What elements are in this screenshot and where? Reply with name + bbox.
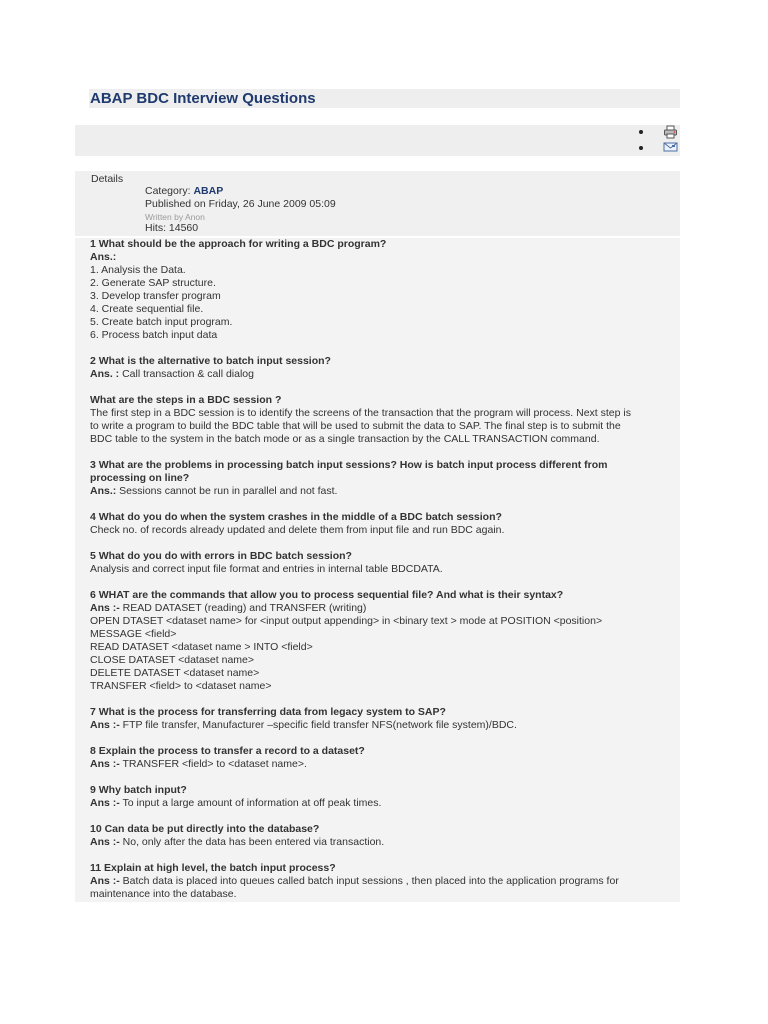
- details-label: Details: [91, 173, 124, 185]
- question: 3 What are the problems in processing batch input sessions? How is batch input process different from: [90, 459, 608, 471]
- answer-line: BDC table to the system in the batch mode or as a single transaction by the CALL TRANSACTION command.: [90, 433, 600, 445]
- answer-text: Batch data is placed into queues called batch input sessions , then placed into the application programs for: [119, 875, 619, 887]
- answer-line: DELETE DATASET <dataset name>: [90, 667, 260, 679]
- answer-text: Sessions cannot be run in parallel and not fast.: [116, 485, 338, 497]
- list-item: 5. Create batch input program.: [90, 316, 233, 328]
- answer-label: Ans.:: [90, 485, 117, 497]
- answer-line: READ DATASET <dataset name > INTO <field>: [90, 641, 313, 653]
- answer-line: maintenance into the database.: [90, 888, 237, 900]
- hits-count: Hits: 14560: [145, 222, 199, 234]
- question: 6 WHAT are the commands that allow you to process sequential file? And what is their syntax?: [90, 589, 564, 601]
- answer-text: Call transaction & call dialog: [119, 368, 254, 380]
- answer-line: OPEN DTASET <dataset name> for <input output appending> in <binary text > mode at POSITION <position>: [90, 615, 603, 627]
- answer-line: Analysis and correct input file format and entries in internal table BDCDATA.: [90, 563, 443, 575]
- email-icon[interactable]: [663, 141, 678, 153]
- question: 7 What is the process for transferring data from legacy system to SAP?: [90, 706, 446, 718]
- answer: [90, 485, 676, 498]
- bullet-icon: [639, 130, 643, 134]
- bullet-icon: [639, 146, 643, 150]
- answer: [90, 602, 676, 615]
- answer-line: CLOSE DATASET <dataset name>: [90, 654, 254, 666]
- qa-item-11: [90, 862, 676, 901]
- answer-text: TRANSFER <field> to <dataset name>.: [119, 758, 307, 770]
- answer-text: No, only after the data has been entered via transaction.: [119, 836, 385, 848]
- answer-line: The first step in a BDC session is to identify the screens of the transaction that the program will process. Next step is: [90, 407, 631, 419]
- question: processing on line?: [90, 472, 190, 484]
- question: 1 What should be the approach for writing a BDC program?: [90, 238, 387, 250]
- answer-text: FTP file transfer, Manufacturer –specific field transfer NFS(network file system)/BDC.: [119, 719, 517, 731]
- answer-text: READ DATASET (reading) and TRANSFER (writing): [119, 602, 367, 614]
- qa-item-4: [90, 511, 676, 537]
- print-item[interactable]: [639, 125, 684, 139]
- answer-label: Ans :-: [90, 875, 120, 887]
- list-item: 6. Process batch input data: [90, 329, 218, 341]
- answer-line: Check no. of records already updated and delete them from input file and run BDC again.: [90, 524, 505, 536]
- answer-label: Ans. :: [90, 368, 120, 380]
- toolbar: [75, 125, 680, 156]
- answer-line: MESSAGE <field>: [90, 628, 177, 640]
- answer: [90, 797, 676, 810]
- author-line: Written by Anon: [145, 212, 205, 222]
- list-item: 1. Analysis the Data.: [90, 264, 186, 276]
- question: 10 Can data be put directly into the database?: [90, 823, 320, 835]
- question: 11 Explain at high level, the batch input process?: [90, 862, 336, 874]
- question: 9 Why batch input?: [90, 784, 187, 796]
- question: What are the steps in a BDC session ?: [90, 394, 282, 406]
- qa-item-steps: [90, 394, 676, 446]
- qa-item-2: [90, 355, 676, 381]
- answer: [90, 719, 676, 732]
- qa-item-9: [90, 784, 676, 810]
- answer-line: TRANSFER <field> to <dataset name>: [90, 680, 272, 692]
- qa-item-7: [90, 706, 676, 732]
- answer-list: [90, 264, 676, 342]
- category-line: [145, 185, 223, 198]
- qa-item-5: [90, 550, 676, 576]
- question: 4 What do you do when the system crashes in the middle of a BDC batch session?: [90, 511, 502, 523]
- email-item[interactable]: [639, 141, 684, 155]
- answer-text: To input a large amount of information at off peak times.: [119, 797, 382, 809]
- published-date: Published on Friday, 26 June 2009 05:09: [145, 198, 336, 210]
- answer: [90, 875, 676, 888]
- question: 2 What is the alternative to batch input session?: [90, 355, 331, 367]
- answer-label: Ans :-: [90, 719, 120, 731]
- qa-item-8: [90, 745, 676, 771]
- qa-item-6: [90, 589, 676, 693]
- answer: [90, 368, 676, 381]
- answer-label: Ans :-: [90, 602, 120, 614]
- answer-label: Ans.:: [90, 251, 117, 263]
- list-item: 4. Create sequential file.: [90, 303, 204, 315]
- list-item: 2. Generate SAP structure.: [90, 277, 216, 289]
- page-title: ABAP BDC Interview Questions: [90, 90, 316, 107]
- print-icon[interactable]: [663, 125, 678, 139]
- category-label: Category:: [145, 185, 191, 197]
- qa-item-10: [90, 823, 676, 849]
- answer: [90, 758, 676, 771]
- answer-label: Ans :-: [90, 797, 120, 809]
- list-item: 3. Develop transfer program: [90, 290, 221, 302]
- question: 8 Explain the process to transfer a record to a dataset?: [90, 745, 365, 757]
- qa-item-3: [90, 459, 676, 498]
- question: 5 What do you do with errors in BDC batch session?: [90, 550, 352, 562]
- answer-label: Ans :-: [90, 836, 120, 848]
- category-link[interactable]: ABAP: [193, 185, 224, 197]
- answer-line: to write a program to build the BDC table that will be used to submit the data to SAP. The final step is to submit the: [90, 420, 621, 432]
- answer: [90, 836, 676, 849]
- qa-item-1: [90, 238, 676, 342]
- answer-label: Ans :-: [90, 758, 120, 770]
